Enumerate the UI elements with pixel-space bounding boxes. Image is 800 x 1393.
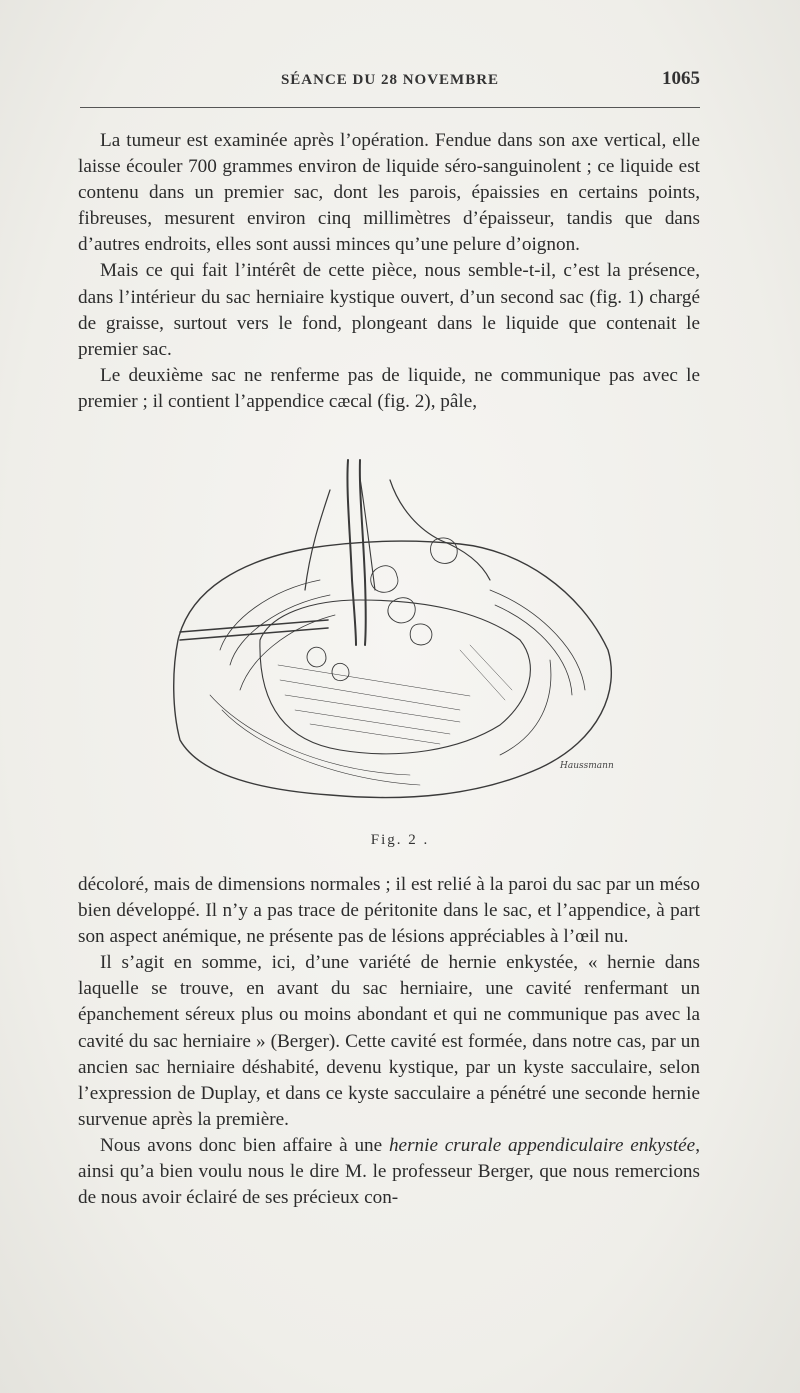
text-block-bottom bbox=[78, 872, 700, 1211]
paragraph: La tumeur est examinée après l’opération. Fendue dans son axe vertical, elle laisse écouler 700 grammes environ de liquide séro-sanguinolent ; ce liquide est contenu dans un premier sac, dont les parois, épaissies en certains points, fibreuses, mesurent environ cinq millimètres d’épaisseur, tandis que dans d’autres endroits, elles sont aussi minces qu’une pelure d’oignon. bbox=[78, 130, 700, 256]
hernia-sac-drawing bbox=[160, 450, 640, 830]
paragraph: décoloré, mais de dimensions normales ; il est relié à la paroi du sac par un méso bien développé. Il n’y a pas trace de péritonite dans le sac, et l’appendice, à part son aspect anémique, ne présente pas de lésions appréciables à l’œil nu. bbox=[78, 874, 700, 948]
artist-signature: Haussmann bbox=[560, 761, 614, 771]
italic-term: hernie crurale appendiculaire enkystée bbox=[388, 1134, 696, 1156]
page-header bbox=[80, 66, 700, 96]
paragraph: Il s’agit en somme, ici, d’une variété de hernie enkystée, « hernie dans laquelle se trouve, en avant du sac herniaire, une cavité renfermant un épanchement séreux plus ou moins abondant et qui ne communique pas avec la cavité du sac herniaire » (Berger). Cette cavité est formée, dans notre cas, par un ancien sac herniaire déshabité, devenu kystique, par un kyste sacculaire, selon l’expression de Duplay, et dans ce kyste sacculaire a pénétré une seconde hernie survenue après la première. bbox=[78, 952, 700, 1130]
anatomical-illustration bbox=[160, 450, 640, 830]
paragraph: Le deuxième sac ne renferme pas de liquide, ne communique pas avec le premier ; il contient l’appendice cæcal (fig. 2), pâle, bbox=[78, 364, 700, 412]
text-run: Nous avons donc bien affaire à une bbox=[100, 1134, 389, 1156]
paragraph bbox=[78, 1133, 700, 1211]
figure-caption: Fig. 2 . bbox=[370, 832, 430, 848]
text-block-top bbox=[78, 128, 700, 415]
header-rule bbox=[80, 107, 700, 108]
page-number: 1065 bbox=[662, 68, 700, 89]
text-run: , ainsi qu’a bien voulu nous le dire M. le professeur Berger, que nous remercions de nous avoir éclairé de ses précieux con- bbox=[78, 1134, 700, 1209]
paragraph: Mais ce qui fait l’intérêt de cette pièce, nous semble-t-il, c’est la présence, dans l’intérieur du sac herniaire kystique ouvert, d’un second sac (fig. 1) chargé de graisse, surtout vers le fond, plongeant dans le liquide que contenait le premier sac. bbox=[78, 260, 700, 360]
running-head: SÉANCE DU 28 NOVEMBRE bbox=[280, 72, 500, 88]
